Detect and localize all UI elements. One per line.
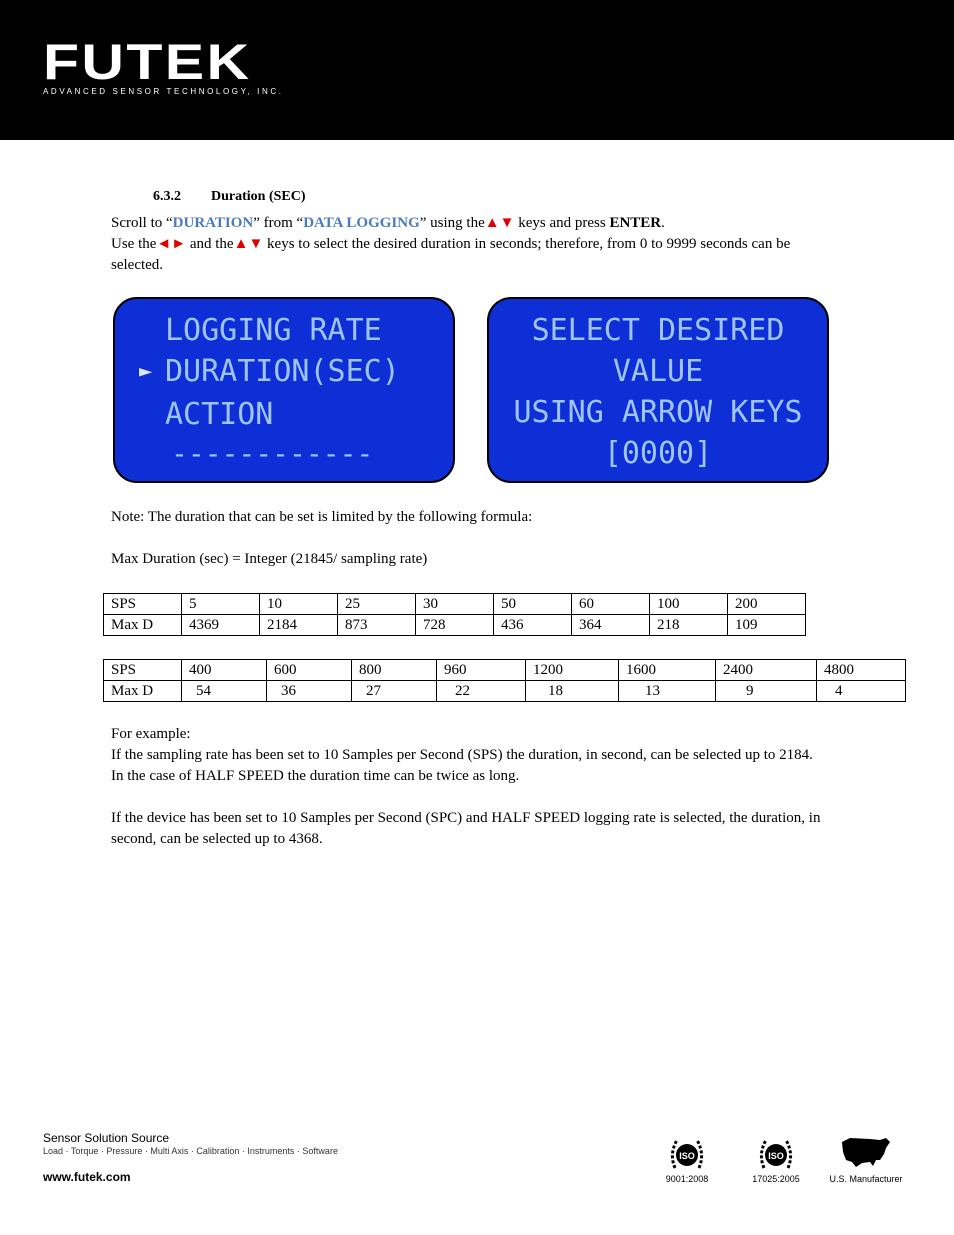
table-cell: 60	[572, 594, 650, 615]
table-cell: 873	[338, 615, 416, 636]
table-cell: 4	[817, 681, 906, 702]
iso-17025-badge	[746, 1134, 806, 1184]
lcd-line: USING ARROW KEYS	[513, 395, 803, 430]
iso-laurel-icon	[667, 1134, 707, 1174]
table-cell: 2184	[260, 615, 338, 636]
logo-tagline: ADVANCED SENSOR TECHNOLOGY, INC.	[43, 87, 284, 96]
table-cell: 25	[338, 594, 416, 615]
table-cell: 10	[260, 594, 338, 615]
table-row	[104, 594, 806, 615]
table-cell: 54	[182, 681, 267, 702]
text: ” from “	[253, 215, 304, 231]
badge-iso-text: ISO	[679, 1151, 695, 1161]
table-cell: 30	[416, 594, 494, 615]
up-down-arrows-icon: ▲▼	[484, 215, 515, 231]
table-cell: 800	[352, 660, 437, 681]
table-cell: 2400	[716, 660, 817, 681]
instruction-paragraph-1	[111, 213, 841, 234]
section-number: 6.3.2	[153, 189, 181, 204]
table-cell: 9	[716, 681, 817, 702]
table-cell: SPS	[104, 660, 182, 681]
text: Scroll to “	[111, 215, 173, 231]
keyword-data-logging: DATA LOGGING	[303, 215, 420, 231]
text: keys to select the desired duration in seconds; therefore, from 0 to 9999 seconds can be selected.	[111, 236, 791, 273]
usa-map-icon	[840, 1134, 892, 1174]
table-cell: 364	[572, 615, 650, 636]
body-text	[111, 186, 841, 276]
table-cell: 5	[182, 594, 260, 615]
lcd-line: LOGGING RATE	[165, 313, 382, 348]
section-title: Duration (SEC)	[211, 189, 306, 204]
table-cell: 960	[437, 660, 526, 681]
table-cell: 1200	[526, 660, 619, 681]
table-cell: 18	[526, 681, 619, 702]
note-text: Note: The duration that can be set is limited by the following formula:	[111, 509, 533, 525]
table-cell: 600	[267, 660, 352, 681]
footer-subtitle: Load · Torque · Pressure · Multi Axis · Calibration · Instruments · Software	[43, 1146, 338, 1156]
text: .	[661, 215, 665, 231]
footer-title: Sensor Solution Source	[43, 1131, 170, 1145]
example-line: For example:	[111, 726, 191, 742]
example-line: If the sampling rate has been set to 10 Samples per Second (SPS) the duration, in second, can be selected up to 2184.	[111, 747, 813, 763]
lcd-line: SELECT DESIRED	[531, 313, 785, 348]
iso-laurel-icon	[756, 1134, 796, 1174]
up-down-arrows-icon: ▲▼	[233, 236, 264, 252]
iso-9001-badge	[660, 1134, 714, 1184]
table-cell: 436	[494, 615, 572, 636]
keyword-duration: DURATION	[172, 215, 254, 231]
table-cell: 1600	[619, 660, 716, 681]
table-cell: 27	[352, 681, 437, 702]
text: Use the	[111, 236, 157, 252]
lcd-value-screen	[487, 297, 829, 483]
keyword-enter: ENTER	[609, 215, 662, 231]
table-cell: 109	[728, 615, 806, 636]
lcd-line: ------------	[171, 437, 374, 470]
left-right-arrows-icon: ◄►	[156, 236, 187, 252]
instruction-paragraph-2	[111, 234, 841, 276]
table-cell: 400	[182, 660, 267, 681]
table-cell: SPS	[104, 594, 182, 615]
us-manufacturer-badge	[824, 1134, 908, 1184]
lcd-line: ACTION	[165, 397, 274, 432]
duration-table-2	[103, 659, 906, 702]
example-line: If the device has been set to 10 Samples per Second (SPC) and HALF SPEED logging rate is selected, the duration, in second, can be selected up to 4368.	[111, 810, 821, 847]
table-cell: 218	[650, 615, 728, 636]
lcd-menu-screen	[113, 297, 455, 483]
lcd-line: VALUE	[612, 354, 704, 389]
table-row	[104, 681, 906, 702]
example-line: In the case of HALF SPEED the duration time can be twice as long.	[111, 768, 520, 784]
table-cell: 22	[437, 681, 526, 702]
table-cell: 36	[267, 681, 352, 702]
futek-logo	[43, 34, 284, 96]
badge-caption: 17025:2005	[752, 1174, 800, 1184]
badge-caption: 9001:2008	[665, 1174, 709, 1184]
pointer-icon: ►	[139, 359, 153, 384]
example-block	[111, 724, 841, 850]
table-cell: Max D	[104, 681, 182, 702]
formula-text: Max Duration (sec) = Integer (21845/ sampling rate)	[111, 551, 428, 567]
table-cell: 50	[494, 594, 572, 615]
lcd-line: [0000]	[603, 436, 713, 471]
section-heading	[153, 186, 841, 207]
table-cell: 13	[619, 681, 716, 702]
page-header	[0, 0, 954, 140]
text: and the	[186, 236, 234, 252]
badge-caption: U.S. Manufacturer	[829, 1174, 903, 1184]
table-cell: 4369	[182, 615, 260, 636]
duration-table-1	[103, 593, 806, 636]
table-cell: 4800	[817, 660, 906, 681]
footer-url[interactable]: www.futek.com	[43, 1170, 131, 1184]
text: keys and press	[514, 215, 610, 231]
table-cell: Max D	[104, 615, 182, 636]
text: ” using the	[419, 215, 485, 231]
table-cell: 100	[650, 594, 728, 615]
table-cell: 200	[728, 594, 806, 615]
lcd-line: DURATION(SEC)	[165, 354, 400, 389]
table-row	[104, 660, 906, 681]
logo-wordmark: FUTEK	[43, 34, 252, 90]
table-row	[104, 615, 806, 636]
badge-iso-text: ISO	[768, 1151, 784, 1161]
table-cell: 728	[416, 615, 494, 636]
